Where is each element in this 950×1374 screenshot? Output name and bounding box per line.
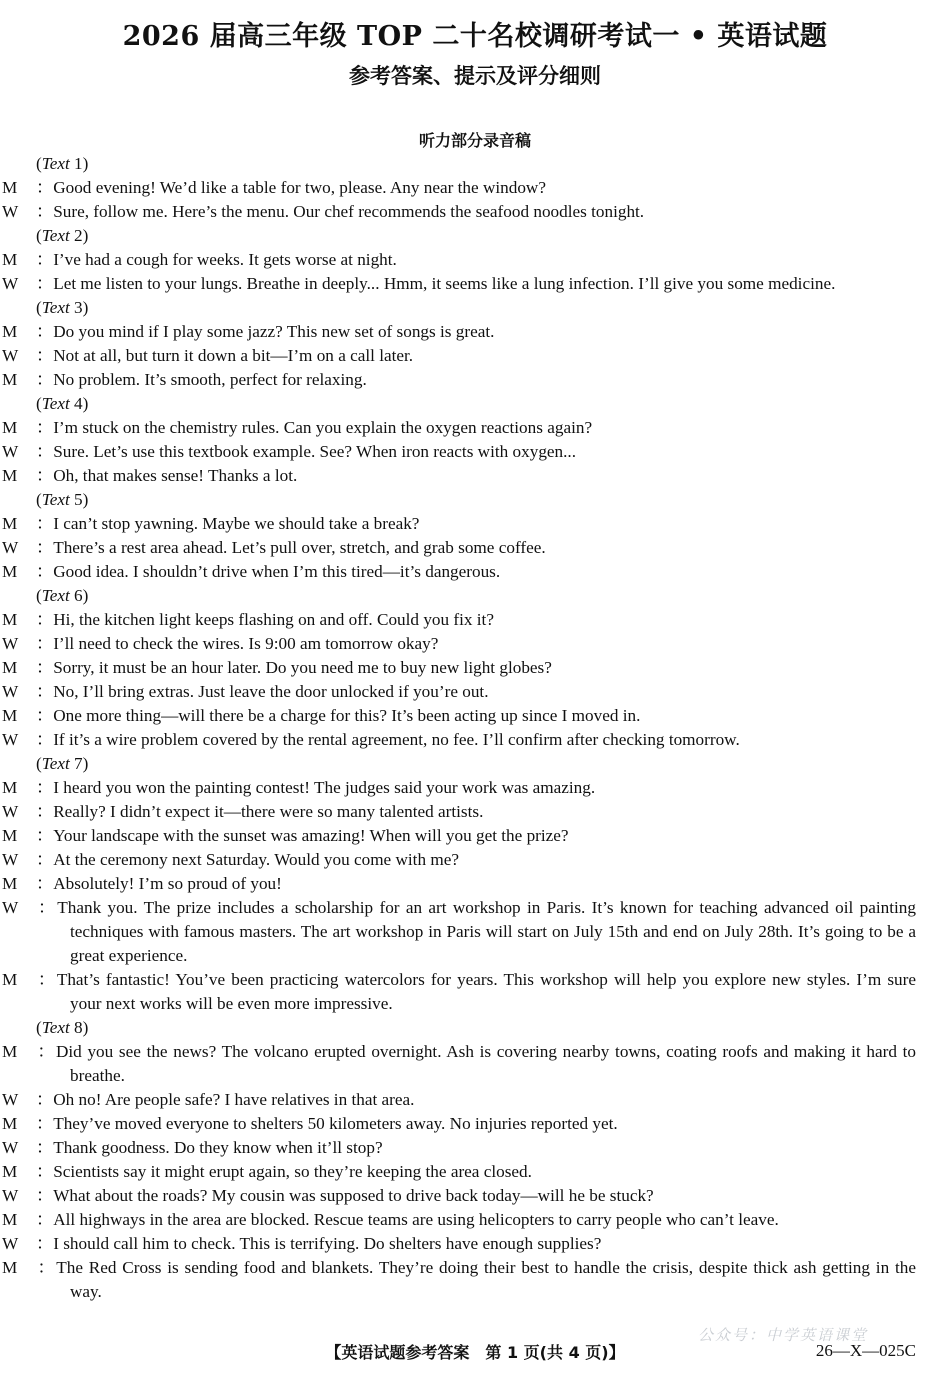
dialogue-line: W ：What about the roads? My cousin was supposed to drive back today—will he be stuck? [2, 1186, 654, 1205]
dialogue-line: W ：No, I’ll bring extras. Just leave the door unlocked if you’re out. [2, 682, 489, 701]
dialogue-line: W ：Not at all, but turn it down a bit—I’m on a call later. [2, 346, 414, 365]
dialogue-text: I should call him to check. This is terrifying. Do shelters have enough supplies? [53, 1234, 602, 1253]
dialogue-text: Let me listen to your lungs. Breathe in deeply... Hmm, it seems like a lung infection. I’ll give you some medicine. [53, 274, 836, 293]
text-label: (Text 1) [36, 154, 89, 173]
speaker-colon: ： [36, 442, 54, 461]
speaker-colon: ： [36, 826, 54, 845]
speaker-colon: ： [36, 538, 54, 557]
dialogue-text: If it’s a wire problem covered by the rental agreement, no fee. I’ll confirm after checking tomorrow. [53, 730, 740, 749]
dialogue-text: I’ll need to check the wires. Is 9:00 am tomorrow okay? [53, 634, 439, 653]
dialogue-text: Absolutely! I’m so proud of you! [53, 874, 282, 893]
dialogue-text: Sure. Let’s use this textbook example. See? When iron reacts with oxygen... [53, 442, 577, 461]
speaker-colon: ： [36, 370, 54, 389]
speaker-colon: ： [36, 1234, 54, 1253]
dialogue-text: Oh no! Are people safe? I have relatives in that area. [53, 1090, 415, 1109]
transcript-body [2, 152, 916, 1304]
dialogue-text: I’m stuck on the chemistry rules. Can you explain the oxygen reactions again? [53, 418, 593, 437]
speaker-colon: ： [36, 874, 54, 893]
dialogue-text: Good evening! We’d like a table for two, please. Any near the window? [53, 178, 546, 197]
dialogue-line: M ：I heard you won the painting contest! The judges said your work was amazing. [2, 778, 596, 797]
dialogue-text: I heard you won the painting contest! The judges said your work was amazing. [53, 778, 596, 797]
watermark: 公众号：中学英语课堂 [698, 1326, 869, 1344]
dialogue-text: I can’t stop yawning. Maybe we should take a break? [53, 514, 420, 533]
section-title: 听力部分录音稿 [418, 131, 531, 150]
dialogue-line: M ：That’s fantastic! You’ve been practicing watercolors for years. This workshop will help you explore new styles. I’m sure your next works will be even more impressive. [2, 970, 916, 1013]
dialogue-line: M ：Good idea. I shouldn’t drive when I’m this tired—it’s dangerous. [2, 562, 501, 581]
dialogue-line: M ：Scientists say it might erupt again, so they’re keeping the area closed. [2, 1162, 532, 1181]
dialogue-text: All highways in the area are blocked. Rescue teams are using helicopters to carry people who can’t leave. [53, 1210, 779, 1229]
speaker-colon: ： [36, 610, 54, 629]
dialogue-text: Thank you. The prize includes a scholarship for an art workshop in Paris. It’s known for teaching advanced oil painting techniques with famous masters. The art workshop in Paris will start on July 15th and end on July 28th. It’s going to be a great experience. [57, 898, 916, 965]
dialogue-line: M ：Absolutely! I’m so proud of you! [2, 874, 282, 893]
dialogue-line: W ：Sure, follow me. Here’s the menu. Our chef recommends the seafood noodles tonight. [2, 202, 645, 221]
dialogue-line: W ：I’ll need to check the wires. Is 9:00 am tomorrow okay? [2, 634, 439, 653]
dialogue-line: M ：I’m stuck on the chemistry rules. Can you explain the oxygen reactions again? [2, 418, 593, 437]
dialogue-text: The Red Cross is sending food and blankets. They’re doing their best to handle the crisis, despite thick ash getting in the way. [56, 1258, 916, 1301]
dialogue-line: M ：All highways in the area are blocked. Rescue teams are using helicopters to carry people who can’t leave. [2, 1210, 779, 1229]
speaker-colon: ： [36, 562, 54, 581]
dialogue-line: W ：Really? I didn’t expect it—there were so many talented artists. [2, 802, 484, 821]
footer-code: 26—X—025C [815, 1341, 916, 1360]
dialogue-line: M ：Hi, the kitchen light keeps flashing on and off. Could you fix it? [2, 610, 494, 629]
dialogue-line: W ：At the ceremony next Saturday. Would you come with me? [2, 850, 459, 869]
dialogue-line: M ：They’ve moved everyone to shelters 50 kilometers away. No injuries reported yet. [2, 1114, 618, 1133]
speaker-colon: ： [36, 1114, 54, 1133]
page-title: 2026 届高三年级 TOP 二十名校调研考试一 • 英语试题 [122, 21, 828, 52]
speaker-colon: ： [36, 250, 54, 269]
speaker-colon: ： [36, 274, 54, 293]
dialogue-text: Did you see the news? The volcano erupted overnight. Ash is covering nearby towns, coating roofs and making it hard to breathe. [55, 1042, 916, 1085]
dialogue-line: W ：Oh no! Are people safe? I have relatives in that area. [2, 1090, 415, 1109]
dialogue-text: There’s a rest area ahead. Let’s pull over, stretch, and grab some coffee. [53, 538, 546, 557]
text-label: (Text 7) [36, 754, 89, 773]
speaker-colon: ： [36, 706, 54, 725]
text-label: (Text 4) [36, 394, 89, 413]
dialogue-line: W ：I should call him to check. This is terrifying. Do shelters have enough supplies? [2, 1234, 602, 1253]
dialogue-line: W ：Thank goodness. Do they know when it’ll stop? [2, 1138, 383, 1157]
dialogue-line: M ：Your landscape with the sunset was amazing! When will you get the prize? [2, 826, 569, 845]
speaker-colon: ： [36, 1162, 54, 1181]
dialogue-text: No, I’ll bring extras. Just leave the door unlocked if you’re out. [53, 682, 489, 701]
dialogue-line: W ：There’s a rest area ahead. Let’s pull over, stretch, and grab some coffee. [2, 538, 546, 557]
dialogue-text: No problem. It’s smooth, perfect for relaxing. [53, 370, 367, 389]
dialogue-text: Your landscape with the sunset was amazing! When will you get the prize? [53, 826, 569, 845]
speaker-colon: ： [36, 514, 54, 533]
page-subtitle: 参考答案、提示及评分细则 [349, 64, 601, 88]
speaker-colon: ： [36, 418, 54, 437]
speaker-colon: ： [36, 898, 58, 917]
dialogue-line: M ：No problem. It’s smooth, perfect for relaxing. [2, 370, 367, 389]
dialogue-text: What about the roads? My cousin was supposed to drive back today—will he be stuck? [53, 1186, 654, 1205]
speaker-colon: ： [36, 1258, 57, 1277]
dialogue-line: M ：Did you see the news? The volcano erupted overnight. Ash is covering nearby towns, coating roofs and making it hard to breathe. [2, 1042, 916, 1085]
dialogue-line: M ：The Red Cross is sending food and blankets. They’re doing their best to handle the crisis, despite thick ash getting in the way. [2, 1258, 916, 1301]
dialogue-line: M ：I’ve had a cough for weeks. It gets worse at night. [2, 250, 397, 269]
dialogue-text: Not at all, but turn it down a bit—I’m on a call later. [53, 346, 414, 365]
dialogue-line: M ：Do you mind if I play some jazz? This new set of songs is great. [2, 322, 495, 341]
speaker-colon: ： [36, 1186, 54, 1205]
text-label: (Text 6) [36, 586, 89, 605]
dialogue-text: Hi, the kitchen light keeps flashing on and off. Could you fix it? [53, 610, 494, 629]
dialogue-text: At the ceremony next Saturday. Would you come with me? [53, 850, 459, 869]
text-label: (Text 2) [36, 226, 89, 245]
dialogue-line: W ：If it’s a wire problem covered by the rental agreement, no fee. I’ll confirm after checking tomorrow. [2, 730, 740, 749]
dialogue-text: Scientists say it might erupt again, so they’re keeping the area closed. [53, 1162, 532, 1181]
dialogue-text: Sorry, it must be an hour later. Do you need me to buy new light globes? [53, 658, 552, 677]
dialogue-text: One more thing—will there be a charge for this? It’s been acting up since I moved in. [53, 706, 641, 725]
dialogue-line: M ：Sorry, it must be an hour later. Do you need me to buy new light globes? [2, 658, 552, 677]
dialogue-line: M ：Oh, that makes sense! Thanks a lot. [2, 466, 298, 485]
dialogue-text: Sure, follow me. Here’s the menu. Our chef recommends the seafood noodles tonight. [53, 202, 645, 221]
dialogue-text: Really? I didn’t expect it—there were so many talented artists. [53, 802, 484, 821]
speaker-colon: ： [36, 634, 54, 653]
dialogue-line: M ：I can’t stop yawning. Maybe we should take a break? [2, 514, 420, 533]
dialogue-line: W ：Thank you. The prize includes a scholarship for an art workshop in Paris. It’s known for teaching advanced oil painting techniques with famous masters. The art workshop in Paris will start on July 15th and end on July 28th. It’s going to be a great experience. [2, 898, 916, 965]
dialogue-text: They’ve moved everyone to shelters 50 kilometers away. No injuries reported yet. [53, 1114, 618, 1133]
speaker-colon: ： [36, 346, 54, 365]
dialogue-line: M ：Good evening! We’d like a table for two, please. Any near the window? [2, 178, 546, 197]
speaker-colon: ： [36, 850, 54, 869]
speaker-colon: ： [36, 802, 54, 821]
speaker-colon: ： [36, 178, 54, 197]
dialogue-text: Oh, that makes sense! Thanks a lot. [53, 466, 298, 485]
speaker-colon: ： [36, 1138, 54, 1157]
dialogue-line: M ：One more thing—will there be a charge for this? It’s been acting up since I moved in. [2, 706, 641, 725]
speaker-colon: ： [36, 322, 54, 341]
dialogue-text: Good idea. I shouldn’t drive when I’m this tired—it’s dangerous. [53, 562, 501, 581]
speaker-colon: ： [36, 202, 54, 221]
speaker-colon: ： [36, 1042, 56, 1061]
speaker-colon: ： [36, 1090, 54, 1109]
speaker-colon: ： [36, 466, 54, 485]
dialogue-text: Thank goodness. Do they know when it’ll stop? [53, 1138, 383, 1157]
speaker-colon: ： [36, 1210, 54, 1229]
dialogue-text: That’s fantastic! You’ve been practicing watercolors for years. This workshop will help you explore new styles. I’m sure your next works will be even more impressive. [56, 970, 916, 1013]
speaker-colon: ： [36, 658, 54, 677]
dialogue-text: Do you mind if I play some jazz? This new set of songs is great. [53, 322, 495, 341]
dialogue-line: W ：Let me listen to your lungs. Breathe in deeply... Hmm, it seems like a lung infection. I’ll give you some medicine. [2, 274, 836, 293]
footer-page-label: 【英语试题参考答案 第 1 页(共 4 页)】 [325, 1343, 625, 1362]
speaker-colon: ： [36, 778, 54, 797]
text-label: (Text 5) [36, 490, 89, 509]
speaker-colon: ： [36, 730, 54, 749]
dialogue-text: I’ve had a cough for weeks. It gets worse at night. [53, 250, 397, 269]
text-label: (Text 8) [36, 1018, 89, 1037]
text-label: (Text 3) [36, 298, 89, 317]
speaker-colon: ： [36, 970, 57, 989]
dialogue-line: W ：Sure. Let’s use this textbook example. See? When iron reacts with oxygen... [2, 442, 577, 461]
speaker-colon: ： [36, 682, 54, 701]
